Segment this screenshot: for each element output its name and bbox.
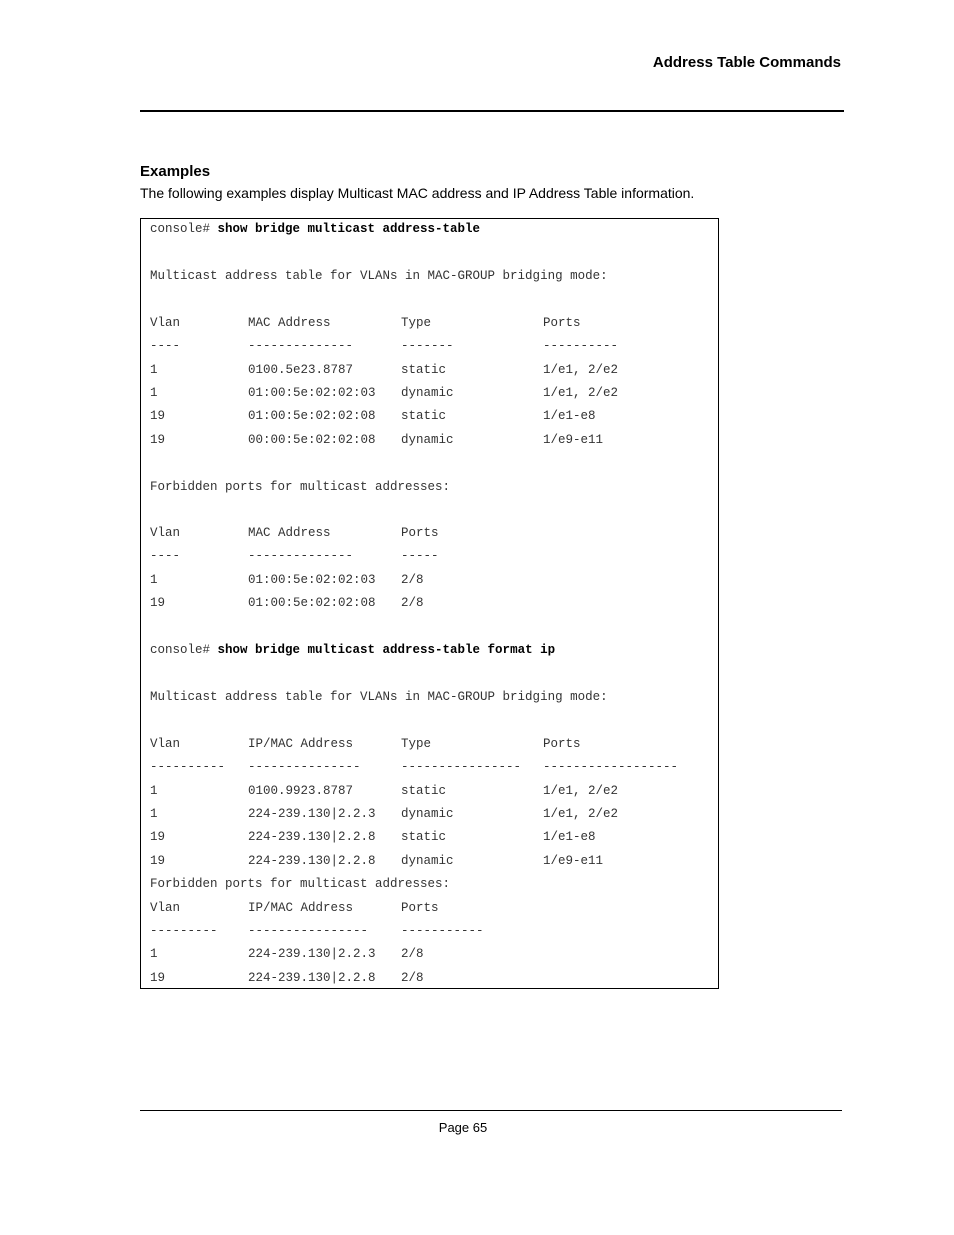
table-row-cell: 1 <box>150 573 158 587</box>
table-row-cell: 01:00:5e:02:02:03 <box>248 573 376 587</box>
console-output-box <box>140 218 719 989</box>
table-row-cell: 1/e1-e8 <box>543 830 596 844</box>
table-row-cell: 224-239.130|2.2.8 <box>248 971 376 985</box>
table-row-cell: dynamic <box>401 807 454 821</box>
table-row-cell: 1 <box>150 807 158 821</box>
table-divider-cell: ---------------- <box>248 924 369 938</box>
console-command-line <box>150 221 480 237</box>
header-title: Address Table Commands <box>652 54 841 71</box>
table-row-cell: 01:00:5e:02:02:08 <box>248 409 376 423</box>
table-row-cell: 19 <box>150 830 166 844</box>
table-row-cell: static <box>401 830 447 844</box>
table-header-cell: Ports <box>401 901 439 915</box>
table-row-cell: 1 <box>150 947 158 961</box>
table-row-cell: 1/e9-e11 <box>543 854 604 868</box>
table-title: Forbidden ports for multicast addresses: <box>150 877 451 891</box>
table-divider-cell: -------------- <box>248 549 354 563</box>
table-header-cell: Type <box>401 737 432 751</box>
table-header-cell: Ports <box>543 316 581 330</box>
table-row-cell: dynamic <box>401 854 454 868</box>
table-row-cell: 1/e1-e8 <box>543 409 596 423</box>
console-prompt: console# <box>150 222 218 236</box>
table-row-cell: 19 <box>150 433 166 447</box>
table-header-cell: MAC Address <box>248 316 331 330</box>
table-divider-cell: ------------------ <box>543 760 679 774</box>
table-row-cell: 1/e1, 2/e2 <box>543 386 619 400</box>
table-title: Forbidden ports for multicast addresses: <box>150 480 451 494</box>
table-row-cell: 19 <box>150 409 166 423</box>
table-header-cell: IP/MAC Address <box>248 737 354 751</box>
table-row-cell: 1 <box>150 784 158 798</box>
table-header-cell: Ports <box>543 737 581 751</box>
table-header-cell: Type <box>401 316 432 330</box>
table-row-cell: 19 <box>150 854 166 868</box>
table-divider-cell: ----------- <box>401 924 484 938</box>
page-number: Page 65 <box>438 1120 488 1135</box>
footer-rule <box>140 1110 842 1111</box>
header-rule <box>140 110 844 112</box>
console-command: show bridge multicast address-table <box>217 222 481 236</box>
table-divider-cell: ---------------- <box>401 760 522 774</box>
table-row-cell: 00:00:5e:02:02:08 <box>248 433 376 447</box>
table-divider-cell: ---- <box>150 339 181 353</box>
table-row-cell: static <box>401 784 447 798</box>
table-row-cell: 0100.5e23.8787 <box>248 363 354 377</box>
console-command-line <box>150 642 555 658</box>
table-divider-cell: ---------- <box>150 760 226 774</box>
table-header-cell: MAC Address <box>248 526 331 540</box>
console-command: show bridge multicast address-table format ip <box>217 643 556 657</box>
table-divider-cell: ----- <box>401 549 439 563</box>
table-row-cell: 19 <box>150 971 166 985</box>
table-row-cell: 1/e1, 2/e2 <box>543 807 619 821</box>
table-row-cell: 224-239.130|2.2.8 <box>248 830 376 844</box>
table-row-cell: 01:00:5e:02:02:03 <box>248 386 376 400</box>
table-header-cell: Vlan <box>150 526 181 540</box>
table-row-cell: 1 <box>150 386 158 400</box>
table-row-cell: 1 <box>150 363 158 377</box>
table-title: Multicast address table for VLANs in MAC-GROUP bridging mode: <box>150 269 608 283</box>
section-heading: Examples <box>140 163 211 180</box>
table-row-cell: dynamic <box>401 433 454 447</box>
table-row-cell: 2/8 <box>401 971 424 985</box>
table-divider-cell: ---------- <box>543 339 619 353</box>
table-row-cell: 2/8 <box>401 947 424 961</box>
intro-paragraph: The following examples display Multicast MAC address and IP Address Table information. <box>140 185 695 201</box>
table-row-cell: 2/8 <box>401 573 424 587</box>
table-row-cell: 224-239.130|2.2.3 <box>248 807 376 821</box>
table-title: Multicast address table for VLANs in MAC-GROUP bridging mode: <box>150 690 608 704</box>
table-row-cell: static <box>401 409 447 423</box>
table-header-cell: Vlan <box>150 901 181 915</box>
table-header-cell: IP/MAC Address <box>248 901 354 915</box>
table-header-cell: Vlan <box>150 316 181 330</box>
table-row-cell: static <box>401 363 447 377</box>
table-divider-cell: -------------- <box>248 339 354 353</box>
table-row-cell: 1/e9-e11 <box>543 433 604 447</box>
table-row-cell: 1/e1, 2/e2 <box>543 784 619 798</box>
table-header-cell: Vlan <box>150 737 181 751</box>
table-header-cell: Ports <box>401 526 439 540</box>
table-row-cell: 19 <box>150 596 166 610</box>
table-row-cell: 224-239.130|2.2.3 <box>248 947 376 961</box>
table-divider-cell: --------------- <box>248 760 361 774</box>
table-row-cell: 224-239.130|2.2.8 <box>248 854 376 868</box>
table-row-cell: 1/e1, 2/e2 <box>543 363 619 377</box>
table-row-cell: dynamic <box>401 386 454 400</box>
table-divider-cell: ---- <box>150 549 181 563</box>
table-divider-cell: ------- <box>401 339 454 353</box>
table-row-cell: 0100.9923.8787 <box>248 784 354 798</box>
table-divider-cell: --------- <box>150 924 218 938</box>
console-prompt: console# <box>150 643 218 657</box>
table-row-cell: 2/8 <box>401 596 424 610</box>
table-row-cell: 01:00:5e:02:02:08 <box>248 596 376 610</box>
